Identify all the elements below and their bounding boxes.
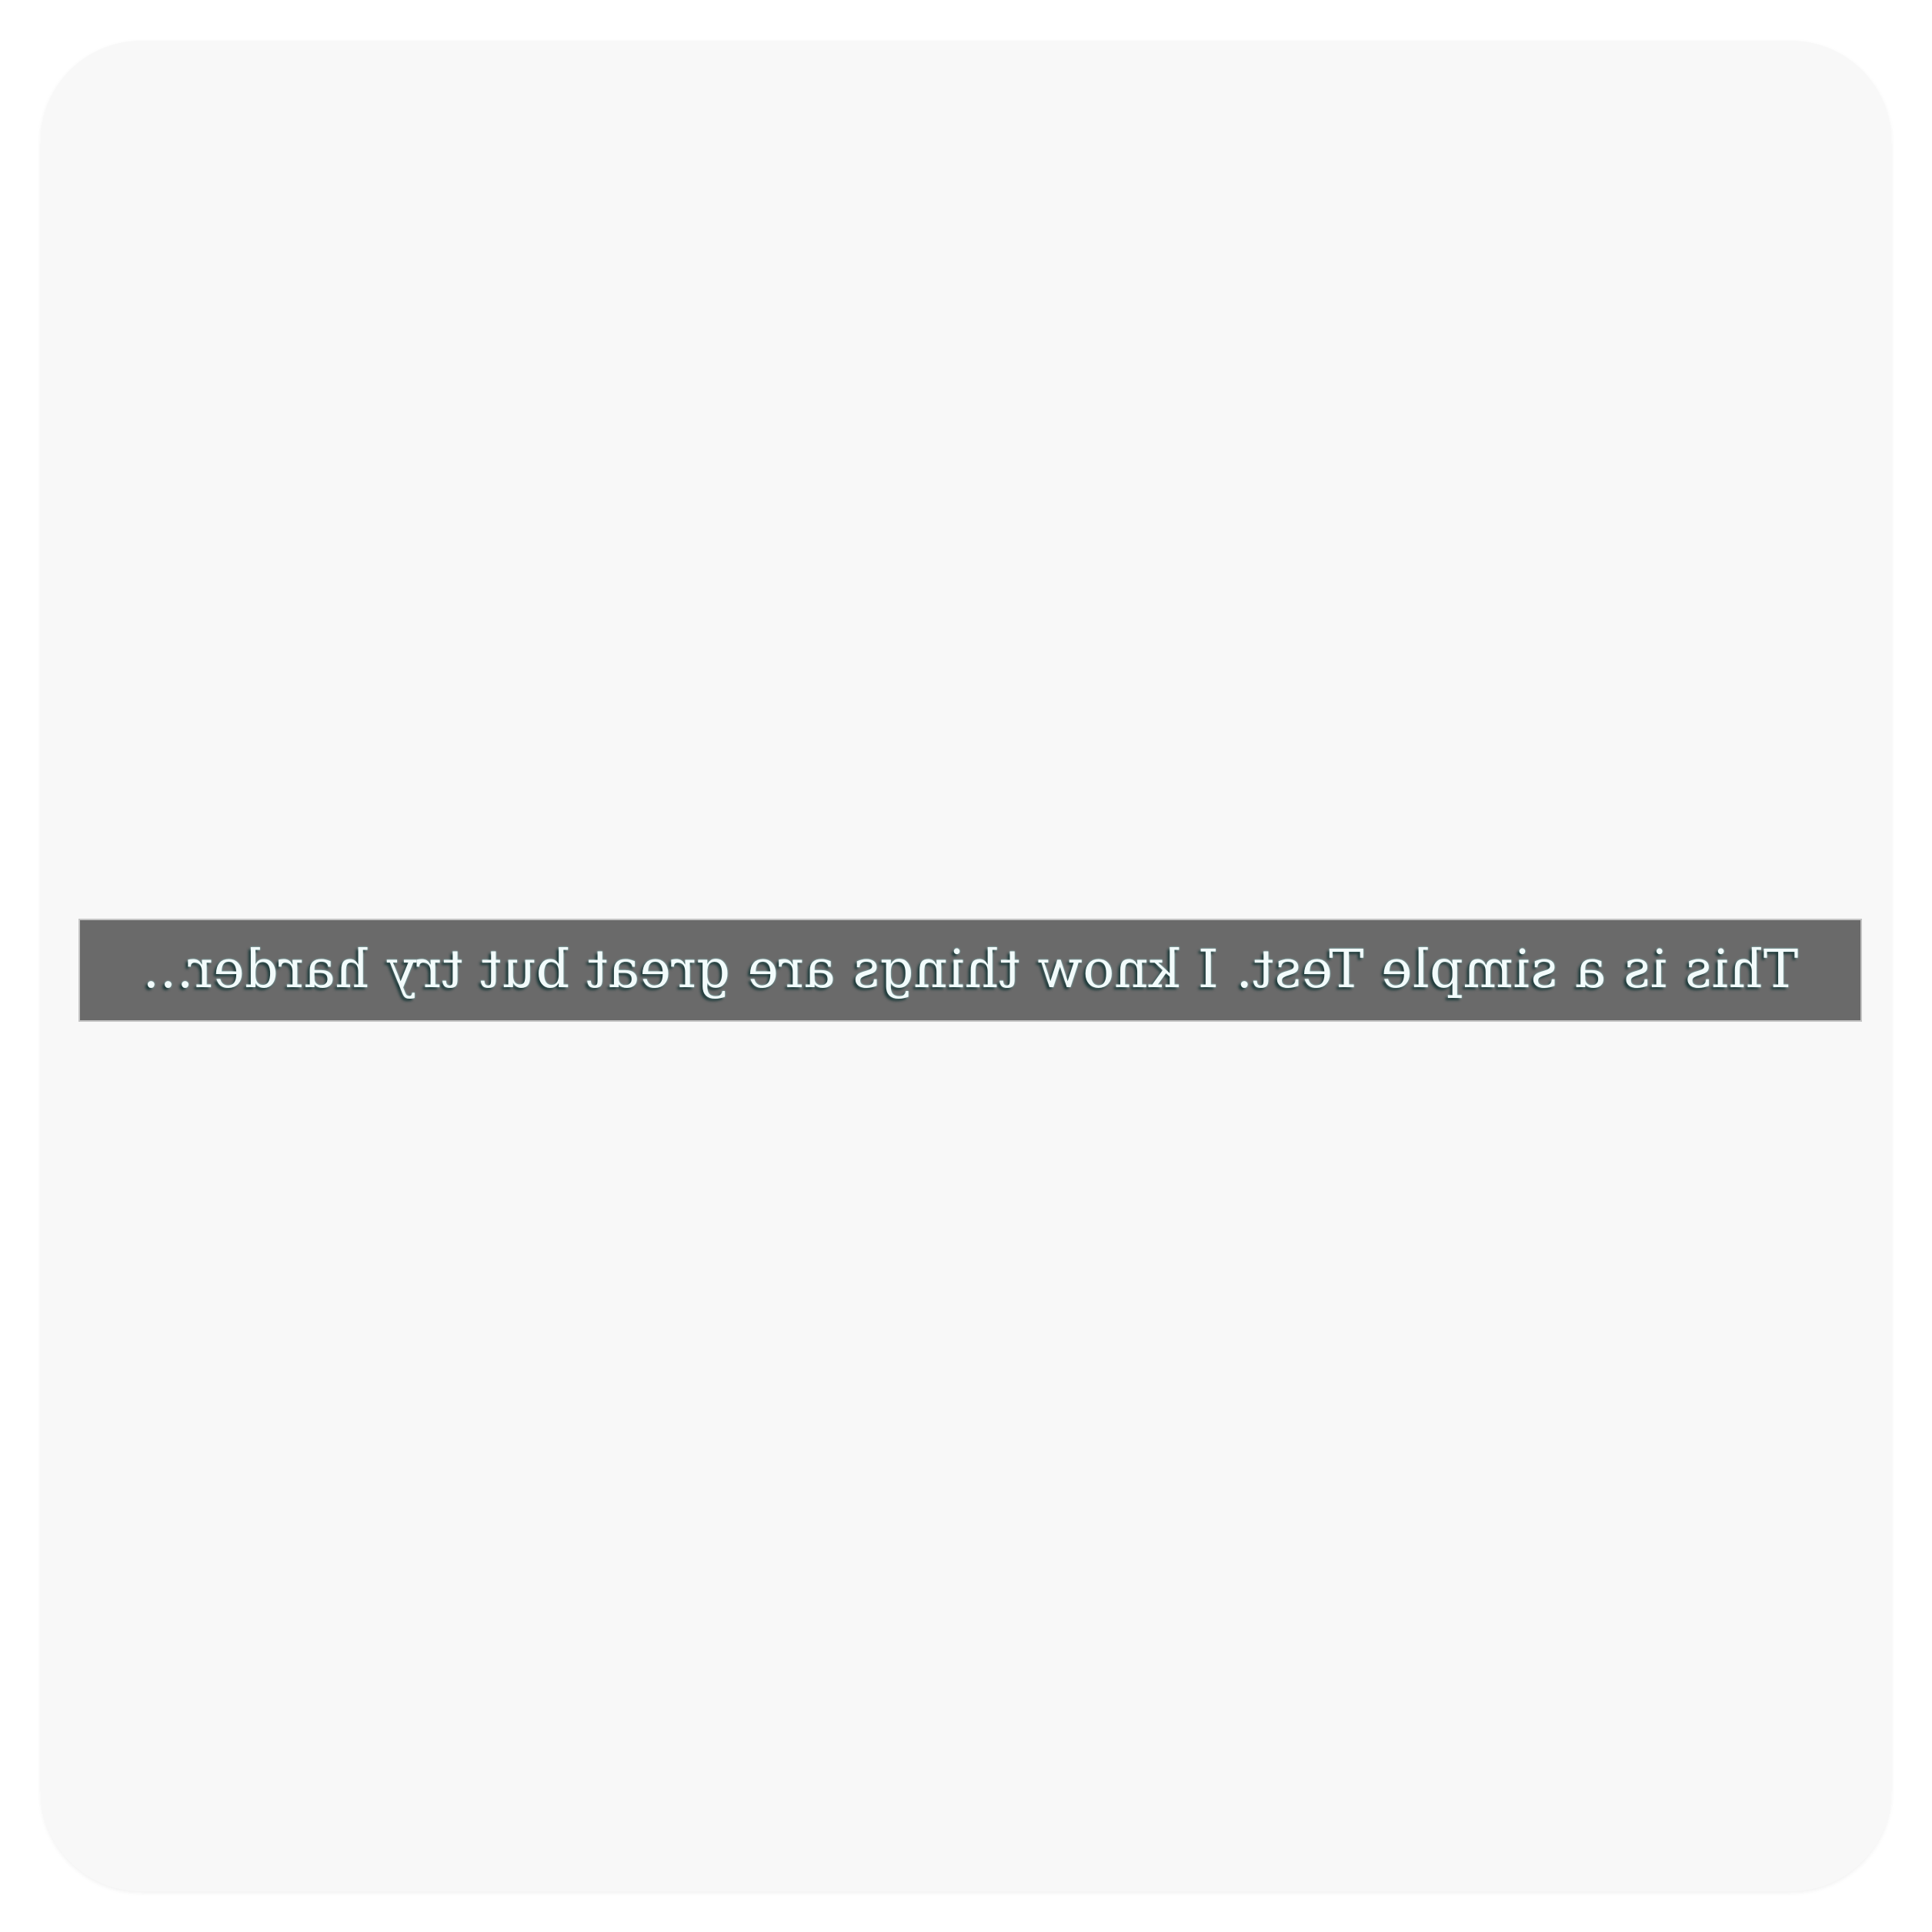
mirrored-text-banner (78, 919, 1862, 1022)
banner-text: This is a simple Test. I know things are great but try harder... (142, 939, 1799, 1000)
